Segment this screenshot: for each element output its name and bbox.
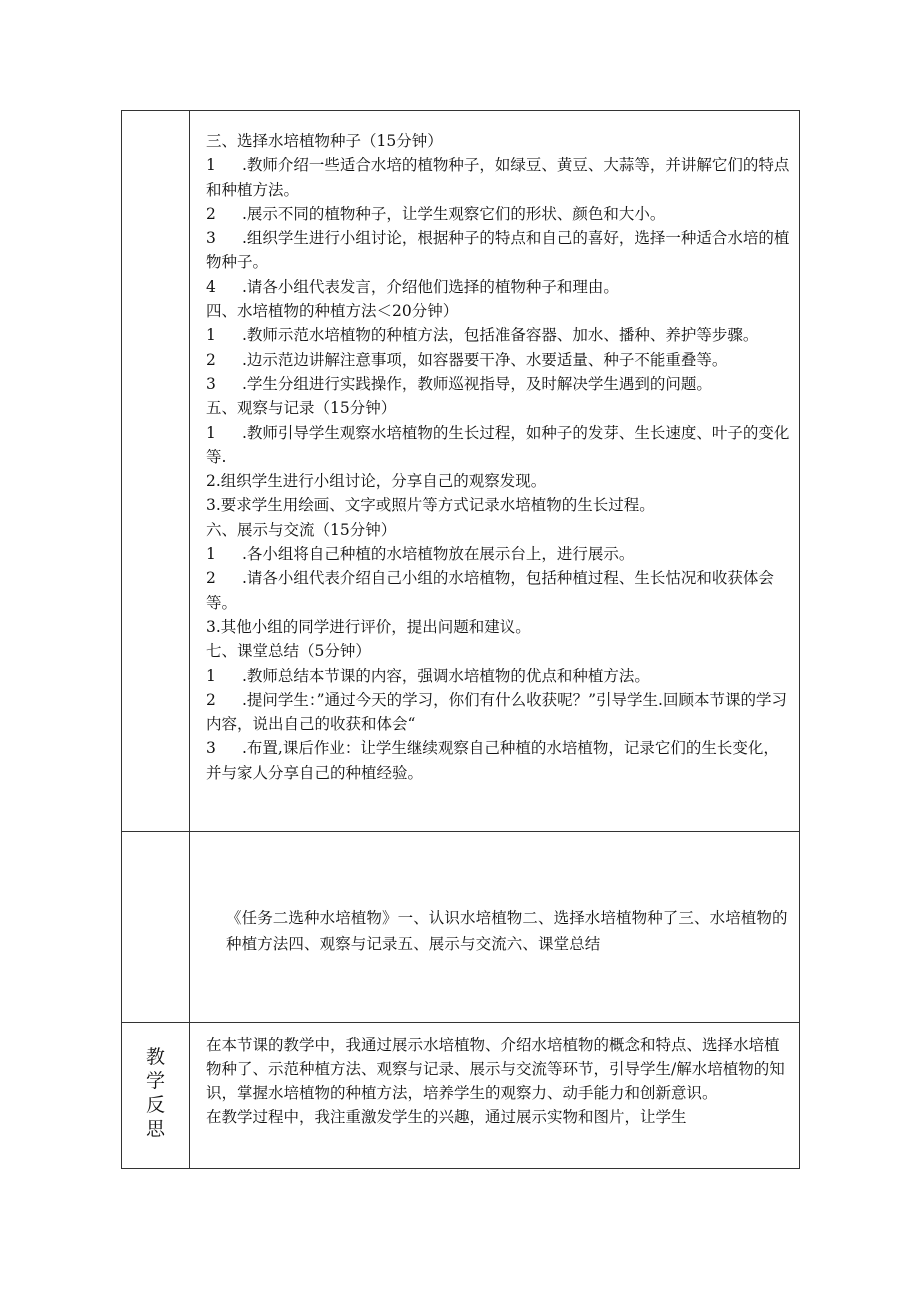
step-item: [206, 348, 791, 372]
step-item: [206, 275, 791, 299]
lesson-plan-table: [121, 110, 800, 1169]
board-summary-cell: [190, 832, 800, 1023]
step-text: .教师示范水培植物的种植方法，包括准备容器、加水、播种、养护等步骤。: [242, 326, 759, 345]
step-number: 1: [206, 156, 216, 175]
step-text: .请各小组代表介绍自己小组的水培植物，包括种植过程、生长怙况和收获体会等。: [206, 569, 774, 612]
reflection-cell: [190, 1023, 800, 1169]
step-item: [206, 542, 791, 566]
step-number: 1: [206, 545, 216, 564]
step-item: [206, 469, 791, 493]
section-heading: 三、选择水培植物种子（15分钟）: [206, 132, 443, 150]
board-summary-row: [122, 832, 800, 1023]
step-text: .请各小组代表发言，介绍他们选择的植物种子和理由。: [242, 277, 619, 296]
reflection-label-cell: [122, 1023, 190, 1169]
section-heading: 四、水培植物的种植方法＜20分钟）: [206, 302, 459, 321]
board-summary-label-cell: [122, 832, 190, 1023]
reflection-paragraph: 在教学过程中，我注重激发学生的兴趣，通过展示实物和图片，让学生: [206, 1108, 687, 1126]
step-item: [206, 566, 791, 615]
step-item: [206, 153, 791, 202]
step-text: .展示不同的植物种子，让学生观察它们的形状、颜色和大小。: [242, 204, 666, 223]
step-text: 2.组织学生进行小组讨论，分享自己的观察发现。: [206, 472, 547, 491]
step-number: 1: [206, 666, 216, 685]
step-item: [206, 493, 791, 517]
step-item: [206, 736, 791, 785]
step-number: 3: [206, 229, 216, 248]
step-item: [206, 421, 791, 470]
step-number: 2: [206, 690, 216, 709]
step-text: .教师引导学生观察水培植物的生长过程，如种子的发芽、生长速度、叶子的变化等.: [206, 423, 790, 466]
step-item: [206, 226, 791, 275]
process-label-cell: [122, 111, 190, 832]
reflection-row: [122, 1023, 800, 1169]
step-text: .教师总结本节课的内容，强调水培植物的优点和种植方法。: [242, 666, 650, 685]
step-number: 2: [206, 569, 216, 588]
step-item: [206, 202, 791, 226]
step-number: 1: [206, 423, 216, 442]
section-heading: 六、展示与交流（15分钟）: [206, 520, 397, 539]
reflection-paragraph: 在本节课的教学中，我通过展示水培植物、介绍水培植物的概念和特点、选择水培植物种了、示范种植方法、观察与记录、展示与交流等环节，引导学生/解水培植物的知识，掌握水培植物的种植方法，培养学生的观察力、动手能力和创新意识。: [206, 1036, 785, 1102]
step-number: 1: [206, 326, 216, 345]
process-cell: [190, 111, 800, 832]
step-text: .组织学生进行小组讨论，根据种子的特点和自己的喜好，选择一种适合水培的植物种子。: [206, 229, 790, 272]
step-item: [206, 372, 791, 396]
step-number: 2: [206, 204, 216, 223]
step-item: [206, 664, 791, 688]
process-row: [122, 111, 800, 832]
reflection-label: 教学反思: [145, 1045, 165, 1140]
teaching-process: [190, 111, 799, 785]
step-item: [206, 688, 791, 737]
step-text: .边示范边讲解注意事项，如容器要干净、水要适量、种子不能重叠等。: [242, 350, 728, 369]
step-text: 3.其他小组的同学进行评价，提出问题和建议。: [206, 617, 531, 636]
step-number: 2: [206, 350, 216, 369]
board-summary-text: 《任务二选种水培植物》一、认识水培植物二、选择水培植物种了三、水培植物的种植方法四、观察与记录五、展示与交流六、课堂总结: [226, 909, 788, 953]
step-number: 3: [206, 739, 216, 758]
step-item: [206, 615, 791, 639]
reflection-text: [190, 1023, 799, 1129]
section-heading: 七、课堂总结（5分钟）: [206, 642, 371, 661]
step-text: .各小组将自己种植的水培植物放在展示台上，进行展示。: [242, 545, 635, 564]
step-number: 4: [206, 277, 216, 296]
step-text: .提问学生：”通过今天的学习，你们有什么收获呢？”引导学生.回顾本节课的学习内容，说出自己的收获和体会“: [206, 690, 787, 734]
step-text: .学生分组进行实践操作，教师巡视指导，及时解决学生遇到的问题。: [242, 374, 712, 393]
step-text: .布置,课后作业：让学生继续观察自己种植的水培植物，记录它们的生长变化，并与家人分享自己的种植经验。: [206, 739, 779, 782]
section-heading: 五、观察与记录（15分钟）: [206, 399, 397, 418]
step-number: 3: [206, 374, 216, 393]
step-item: [206, 323, 791, 347]
step-text: .教师介绍一些适合水培的植物种子，如绿豆、黄豆、大蒜等，并讲解它们的特点和种植方法。: [206, 156, 790, 199]
step-text: 3.要求学生用绘画、文字或照片等方式记录水培植物的生长过程。: [206, 496, 655, 515]
